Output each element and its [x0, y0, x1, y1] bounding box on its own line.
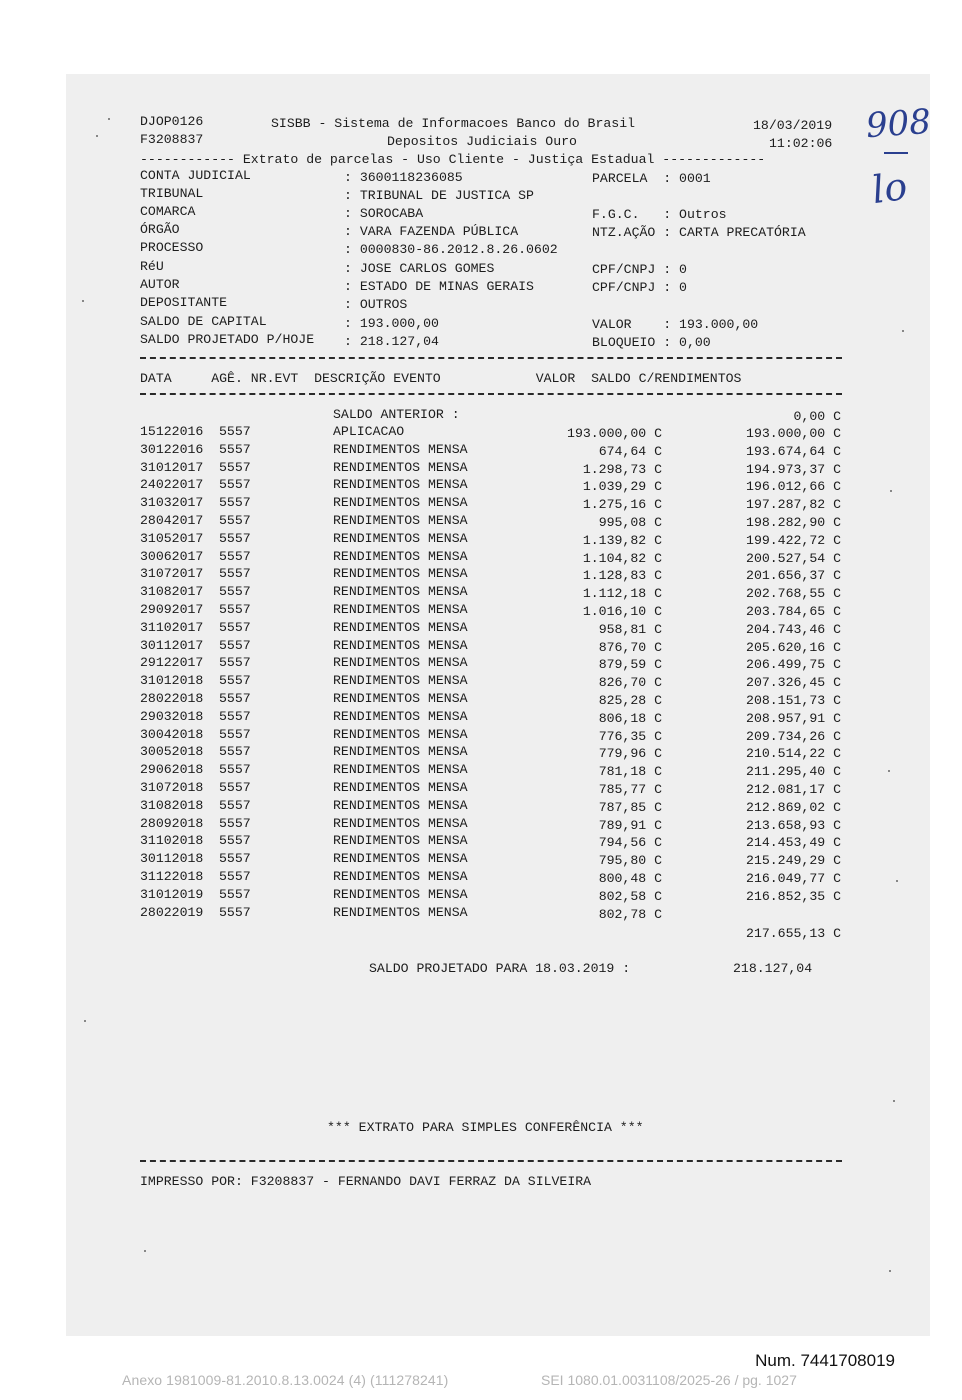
- field-label: ÓRGÃO: [140, 222, 180, 237]
- row-agency: 5557: [219, 424, 251, 439]
- row-description: RENDIMENTOS MENSA: [333, 513, 468, 528]
- field-secondary: PARCELA : 0001: [592, 171, 711, 186]
- row-value: 995,08 C: [598, 515, 662, 530]
- row-agency: 5557: [219, 851, 251, 867]
- opening-balance-value: 0,00 C: [793, 409, 841, 424]
- row-description: RENDIMENTOS MENSA: [333, 602, 468, 617]
- row-balance: 197.287,82 C: [746, 497, 841, 513]
- row-balance: 212.869,02 C: [746, 799, 841, 815]
- row-description: RENDIMENTOS MENSA: [333, 441, 468, 457]
- row-date: 29032018: [140, 708, 204, 724]
- field-label: SALDO DE CAPITAL: [140, 314, 267, 329]
- row-description: RENDIMENTOS MENSA: [333, 459, 468, 475]
- row-value: 876,70 C: [598, 639, 662, 655]
- field-label: COMARCA: [140, 204, 196, 219]
- field-label: TRIBUNAL: [140, 186, 204, 201]
- row-balance: 199.422,72 C: [746, 532, 841, 548]
- field-secondary: NTZ.AÇÃO : CARTA PRECATÓRIA: [592, 225, 806, 240]
- row-date: 31072018: [140, 780, 204, 795]
- row-description: APLICACAO: [333, 424, 405, 439]
- user-code: F3208837: [140, 132, 204, 147]
- row-value: 1.139,82 C: [582, 532, 662, 548]
- scan-speck: [893, 1100, 895, 1102]
- row-balance: 214.453,49 C: [746, 835, 841, 851]
- row-date: 31072017: [140, 566, 204, 582]
- row-agency: 5557: [219, 904, 251, 920]
- row-agency: 5557: [219, 441, 251, 457]
- row-agency: 5557: [219, 780, 251, 795]
- row-balance: 210.514,22 C: [746, 746, 841, 762]
- row-description: RENDIMENTOS MENSA: [333, 477, 468, 493]
- row-date: 31012019: [140, 886, 204, 902]
- row-balance: 193.674,64 C: [746, 443, 841, 459]
- field-value: : JOSE CARLOS GOMES: [344, 261, 495, 276]
- scan-speck: [890, 490, 892, 492]
- row-balance: 215.249,29 C: [746, 853, 841, 869]
- row-value: 802,58 C: [598, 888, 662, 904]
- row-agency: 5557: [219, 708, 251, 724]
- row-agency: 5557: [219, 495, 251, 511]
- row-agency: 5557: [219, 566, 251, 582]
- row-description: RENDIMENTOS MENSA: [333, 744, 468, 760]
- final-balance: 217.655,13 C: [746, 926, 841, 941]
- row-balance: 203.784,65 C: [746, 604, 841, 619]
- row-description: RENDIMENTOS MENSA: [333, 886, 468, 902]
- scan-speck: [888, 770, 890, 772]
- row-value: 958,81 C: [598, 621, 662, 637]
- row-date: 29122017: [140, 655, 204, 671]
- row-agency: 5557: [219, 459, 251, 475]
- row-balance: 208.957,91 C: [746, 710, 841, 726]
- row-value: 787,85 C: [598, 799, 662, 815]
- field-value: : 3600118236085: [344, 170, 463, 185]
- row-date: 28022019: [140, 904, 204, 920]
- row-value: 789,91 C: [598, 817, 662, 833]
- row-date: 31122018: [140, 869, 204, 884]
- field-value: : 0000830-86.2012.8.26.0602: [344, 242, 558, 257]
- row-description: RENDIMENTOS MENSA: [333, 762, 468, 778]
- row-description: RENDIMENTOS MENSA: [333, 780, 468, 795]
- row-agency: 5557: [219, 548, 251, 564]
- row-agency: 5557: [219, 726, 251, 742]
- row-description: RENDIMENTOS MENSA: [333, 708, 468, 724]
- field-secondary: F.G.C. : Outros: [592, 207, 727, 222]
- row-date: 30112018: [140, 851, 204, 867]
- annex-source: Anexo 1981009-81.2010.8.13.0024 (4) (111278241): [122, 1372, 449, 1388]
- row-balance: 193.000,00 C: [746, 426, 841, 441]
- table-column-headers: DATA AGÊ. NR.EVT DESCRIÇÃO EVENTO VALOR SALDO C/RENDIMENTOS: [140, 371, 742, 386]
- row-balance: 216.049,77 C: [746, 871, 841, 886]
- row-balance: 206.499,75 C: [746, 657, 841, 673]
- row-description: RENDIMENTOS MENSA: [333, 726, 468, 742]
- row-value: 879,59 C: [598, 657, 662, 673]
- table-header-separator: [140, 393, 842, 395]
- row-date: 30112017: [140, 637, 204, 653]
- row-agency: 5557: [219, 886, 251, 902]
- sei-page-reference: SEI 1080.01.0031108/2025-26 / pg. 1027: [541, 1372, 797, 1388]
- projected-balance-label: SALDO PROJETADO PARA 18.03.2019 :: [369, 961, 631, 976]
- handwritten-underline: [884, 152, 908, 154]
- row-date: 28022018: [140, 691, 204, 706]
- row-balance: 200.527,54 C: [746, 550, 841, 566]
- row-value: 795,80 C: [598, 853, 662, 869]
- row-balance: 207.326,45 C: [746, 675, 841, 691]
- row-description: RENDIMENTOS MENSA: [333, 619, 468, 635]
- row-date: 31012017: [140, 459, 204, 475]
- row-date: 31102017: [140, 619, 204, 635]
- row-description: RENDIMENTOS MENSA: [333, 851, 468, 867]
- row-date: 31082017: [140, 584, 204, 600]
- row-description: RENDIMENTOS MENSA: [333, 691, 468, 706]
- row-date: 28042017: [140, 513, 204, 528]
- field-label: PROCESSO: [140, 240, 204, 255]
- scan-speck: [96, 135, 98, 137]
- row-date: 30052018: [140, 744, 204, 760]
- row-value: 193.000,00 C: [567, 426, 662, 441]
- scan-speck: [84, 1020, 86, 1022]
- row-date: 31102018: [140, 833, 204, 849]
- row-date: 29092017: [140, 602, 204, 617]
- row-description: RENDIMENTOS MENSA: [333, 815, 468, 831]
- table-top-separator: [140, 357, 842, 359]
- field-value: : OUTROS: [344, 297, 408, 312]
- row-value: 800,48 C: [598, 871, 662, 886]
- row-value: 806,18 C: [598, 710, 662, 726]
- row-date: 29062018: [140, 762, 204, 778]
- row-value: 1.016,10 C: [582, 604, 662, 619]
- row-agency: 5557: [219, 691, 251, 706]
- row-value: 781,18 C: [598, 764, 662, 780]
- row-date: 30122016: [140, 441, 204, 457]
- row-date: 15122016: [140, 424, 204, 439]
- field-secondary: CPF/CNPJ : 0: [592, 262, 687, 277]
- row-value: 802,78 C: [598, 906, 662, 922]
- row-agency: 5557: [219, 744, 251, 760]
- report-time: 11:02:06: [769, 136, 833, 151]
- field-secondary: BLOQUEIO : 0,00: [592, 335, 711, 350]
- row-agency: 5557: [219, 584, 251, 600]
- field-value: : 193.000,00: [344, 316, 439, 331]
- row-date: 24022017: [140, 477, 204, 493]
- scan-speck: [889, 1270, 891, 1272]
- handwritten-page-number: 908: [864, 101, 933, 147]
- row-value: 674,64 C: [598, 443, 662, 459]
- row-value: 776,35 C: [598, 728, 662, 744]
- simple-conference-notice: *** EXTRATO PARA SIMPLES CONFERÊNCIA ***: [327, 1120, 644, 1135]
- row-balance: 194.973,37 C: [746, 461, 841, 477]
- scan-speck: [82, 300, 84, 302]
- row-balance: 208.151,73 C: [746, 693, 841, 708]
- row-agency: 5557: [219, 530, 251, 546]
- field-value: : SOROCABA: [344, 206, 424, 221]
- row-balance: 212.081,17 C: [746, 782, 841, 797]
- row-balance: 201.656,37 C: [746, 568, 841, 584]
- report-date: 18/03/2019: [753, 118, 833, 133]
- row-balance: 209.734,26 C: [746, 728, 841, 744]
- row-date: 31012018: [140, 673, 204, 689]
- document-number: Num. 7441708019: [755, 1351, 895, 1370]
- row-agency: 5557: [219, 797, 251, 813]
- scan-speck: [896, 880, 898, 882]
- row-description: RENDIMENTOS MENSA: [333, 584, 468, 600]
- projected-balance-value: 218.127,04: [733, 961, 813, 976]
- row-value: 826,70 C: [598, 675, 662, 691]
- row-value: 794,56 C: [598, 835, 662, 851]
- field-label: SALDO PROJETADO P/HOJE: [140, 332, 315, 347]
- row-description: RENDIMENTOS MENSA: [333, 495, 468, 511]
- row-value: 1.039,29 C: [582, 479, 662, 495]
- row-value: 1.112,18 C: [582, 586, 662, 602]
- row-value: 1.275,16 C: [582, 497, 662, 513]
- row-agency: 5557: [219, 619, 251, 635]
- row-value: 1.128,83 C: [582, 568, 662, 584]
- scan-speck: [902, 330, 904, 332]
- row-agency: 5557: [219, 815, 251, 831]
- row-balance: 216.852,35 C: [746, 888, 841, 904]
- row-date: 31032017: [140, 495, 204, 511]
- row-date: 31082018: [140, 797, 204, 813]
- row-description: RENDIMENTOS MENSA: [333, 904, 468, 920]
- row-value: 779,96 C: [598, 746, 662, 762]
- row-agency: 5557: [219, 513, 251, 528]
- field-label: RéU: [140, 259, 164, 274]
- row-value: 825,28 C: [598, 693, 662, 708]
- row-description: RENDIMENTOS MENSA: [333, 655, 468, 671]
- row-description: RENDIMENTOS MENSA: [333, 869, 468, 884]
- row-description: RENDIMENTOS MENSA: [333, 637, 468, 653]
- row-agency: 5557: [219, 602, 251, 617]
- scan-speck: [108, 118, 110, 120]
- field-value: : TRIBUNAL DE JUSTICA SP: [344, 188, 534, 203]
- row-date: 30062017: [140, 548, 204, 564]
- system-title: SISBB - Sistema de Informacoes Banco do Brasil: [271, 116, 636, 131]
- row-description: RENDIMENTOS MENSA: [333, 833, 468, 849]
- row-balance: 205.620,16 C: [746, 639, 841, 655]
- row-description: RENDIMENTOS MENSA: [333, 548, 468, 564]
- row-value: 785,77 C: [598, 782, 662, 797]
- field-value: : 218.127,04: [344, 334, 439, 349]
- program-code: DJOP0126: [140, 114, 204, 129]
- document-subtitle: Depositos Judiciais Ouro: [387, 134, 577, 149]
- extract-title: ------------ Extrato de parcelas - Uso Cliente - Justiça Estadual -------------: [140, 152, 766, 167]
- row-balance: 204.743,46 C: [746, 621, 841, 637]
- row-agency: 5557: [219, 637, 251, 653]
- row-date: 28092018: [140, 815, 204, 831]
- field-label: CONTA JUDICIAL: [140, 168, 251, 183]
- row-agency: 5557: [219, 477, 251, 493]
- field-label: DEPOSITANTE: [140, 295, 228, 310]
- field-value: : VARA FAZENDA PÚBLICA: [344, 224, 519, 239]
- scan-speck: [144, 1250, 146, 1252]
- row-balance: 211.295,40 C: [746, 764, 841, 780]
- row-agency: 5557: [219, 655, 251, 671]
- printed-by: IMPRESSO POR: F3208837 - FERNANDO DAVI FERRAZ DA SILVEIRA: [140, 1174, 592, 1189]
- handwritten-initials: lo: [869, 163, 910, 213]
- row-description: RENDIMENTOS MENSA: [333, 673, 468, 689]
- row-value: 1.104,82 C: [582, 550, 662, 566]
- row-description: RENDIMENTOS MENSA: [333, 797, 468, 813]
- row-value: 1.298,73 C: [582, 461, 662, 477]
- row-balance: 213.658,93 C: [746, 817, 841, 833]
- field-value: : ESTADO DE MINAS GERAIS: [344, 279, 534, 294]
- opening-balance-label: SALDO ANTERIOR :: [333, 407, 460, 422]
- row-agency: 5557: [219, 833, 251, 849]
- row-balance: 198.282,90 C: [746, 515, 841, 530]
- footer-separator: [140, 1160, 842, 1162]
- row-agency: 5557: [219, 673, 251, 689]
- row-balance: 202.768,55 C: [746, 586, 841, 602]
- row-description: RENDIMENTOS MENSA: [333, 530, 468, 546]
- field-secondary: VALOR : 193.000,00: [592, 317, 759, 332]
- row-date: 30042018: [140, 726, 204, 742]
- row-agency: 5557: [219, 869, 251, 884]
- row-description: RENDIMENTOS MENSA: [333, 566, 468, 582]
- row-date: 31052017: [140, 530, 204, 546]
- row-balance: 196.012,66 C: [746, 479, 841, 495]
- field-label: AUTOR: [140, 277, 180, 292]
- row-agency: 5557: [219, 762, 251, 778]
- field-secondary: CPF/CNPJ : 0: [592, 280, 687, 295]
